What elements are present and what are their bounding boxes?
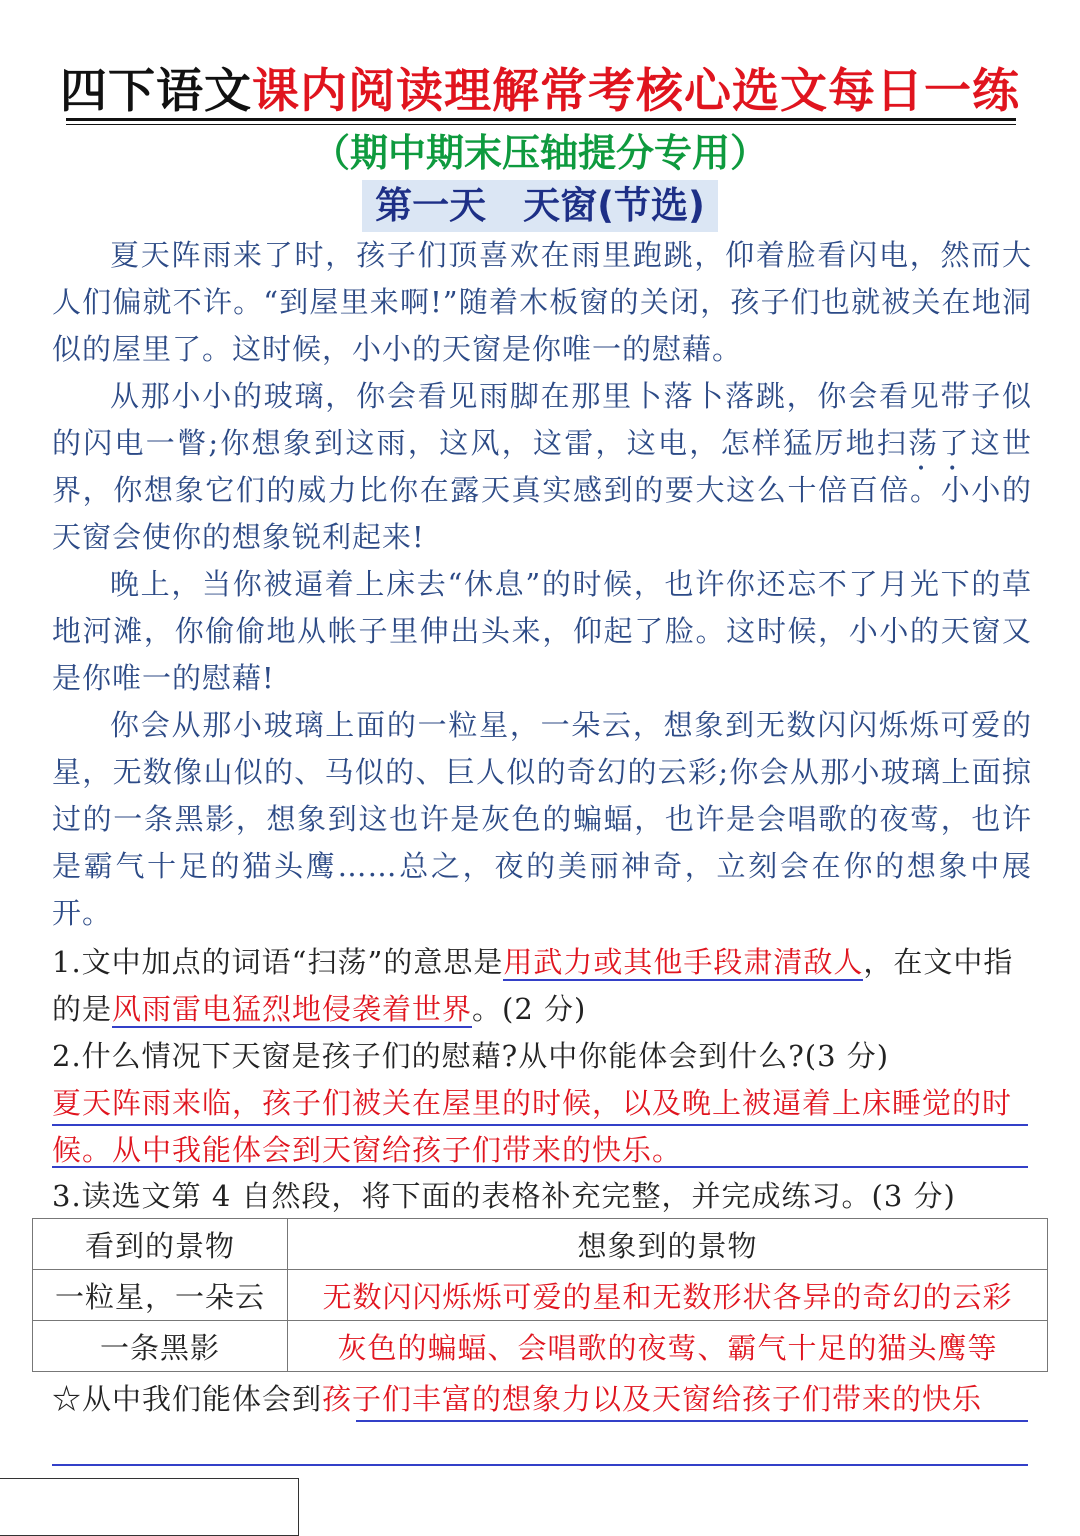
passage-paragraph-4: 你会从那小玻璃上面的一粒星，一朵云，想象到无数闪闪烁烁可爱的星，无数像山似的、马似的、巨人似的奇幻的云彩;你会从那小玻璃上面掠过的一条黑影，想象到这也许是灰色的蝙蝠，也许是会唱歌的夜莺，也许是霸气十足的猫头鹰……总之，夜的美丽神奇，立刻会在你的想象中展开。: [52, 708, 1032, 930]
corner-box: [0, 1478, 299, 1536]
passage-paragraph-1: 夏天阵雨来了时，孩子们顶喜欢在雨里跑跳，仰着脸看闪电，然而大人们偏就不许。“到屋里来啊!”随着木板窗的关闭，孩子们也就被关在地洞似的屋里了。这时候，小小的天窗是你唯一的慰藉。: [52, 238, 1032, 366]
q1-mid: ，在文中指的是: [52, 945, 1014, 1026]
q1-suffix: 。(2 分): [472, 992, 587, 1026]
title-rule-thin: [66, 124, 1016, 125]
table-cell-seen: 一粒星，一朵云: [33, 1270, 288, 1321]
table-row: [33, 1270, 1048, 1321]
table-cell-imagined: 灰色的蝙蝠、会唱歌的夜莺、霸气十足的猫头鹰等: [288, 1321, 1048, 1372]
table-header-imagined: 想象到的景物: [288, 1219, 1048, 1270]
practice-statement: [52, 1376, 1032, 1423]
passage-paragraph-2: [52, 373, 1032, 561]
table-header-seen: 看到的景物: [33, 1219, 288, 1270]
q2-answer-underline-1: [52, 1124, 1028, 1126]
practice-answer: 孩子们丰富的想象力以及天窗给孩子们带来的快乐: [322, 1382, 983, 1416]
q2-answer-underline-2: [52, 1166, 1028, 1168]
table-cell-imagined: 无数闪闪烁烁可爱的星和无数形状各异的奇幻的云彩: [288, 1270, 1048, 1321]
dotted-char-dang: 荡: [908, 426, 940, 460]
page-title: [0, 62, 1080, 122]
q1-prefix: 1.文中加点的词语“扫荡”的意思是: [52, 945, 504, 979]
table-cell-seen: 一条黑影: [33, 1321, 288, 1372]
title-rule-thick: [66, 118, 1016, 121]
question-1: [52, 939, 1032, 1033]
question-2: 2.什么情况下天窗是孩子们的慰藉?从中你能体会到什么?(3 分): [52, 1039, 890, 1073]
q2-answer: 夏天阵雨来临，孩子们被关在屋里的时候，以及晚上被逼着上床睡觉的时候。从中我能体会到天窗给孩子们带来的快乐。: [52, 1086, 1013, 1167]
title-grade: 四下语文: [60, 64, 252, 119]
table-header-row: [33, 1219, 1048, 1270]
dotted-char-sao: 扫: [876, 426, 909, 460]
subtitle: （期中期末压轴提分专用）: [311, 131, 768, 175]
q1-answer-meaning: 用武力或其他手段肃清敌人: [503, 945, 864, 979]
day-heading: 第一天 天窗(节选): [375, 184, 705, 227]
question-3: 3.读选文第 4 自然段，将下面的表格补充完整，并完成练习。(3 分): [52, 1179, 956, 1213]
reading-passage: [52, 232, 1032, 937]
q1-answer-context: 风雨雷电猛烈地侵袭着世界: [112, 992, 473, 1026]
title-topic: 课内阅读理解常考核心选文每日一练: [252, 64, 1020, 119]
passage-p2-text-a: 从那小小的玻璃，你会看见雨脚在那里卜落卜落跳，你会看见带子似的闪电一瞥;你想象到这雨，这风，这雷，这电，怎样猛厉地: [52, 379, 1032, 460]
practice-underline-2: [52, 1464, 1028, 1466]
practice-underline-1: [356, 1420, 1028, 1422]
scene-table: [32, 1218, 1048, 1372]
practice-prefix: ☆从中我们能体会到: [52, 1382, 323, 1416]
passage-p2-text-b: 了这世界，你想象它们的威力比你在露天真实感到的要大这么十倍百倍。小小的天窗会使你的想象锐利起来!: [52, 426, 1032, 554]
table-row: [33, 1321, 1048, 1372]
passage-paragraph-3: 晚上，当你被逼着上床去“休息”的时候，也许你还忘不了月光下的草地河滩，你偷偷地从帐子里伸出头来，仰起了脸。这时候，小小的天窗又是你唯一的慰藉!: [52, 567, 1032, 695]
